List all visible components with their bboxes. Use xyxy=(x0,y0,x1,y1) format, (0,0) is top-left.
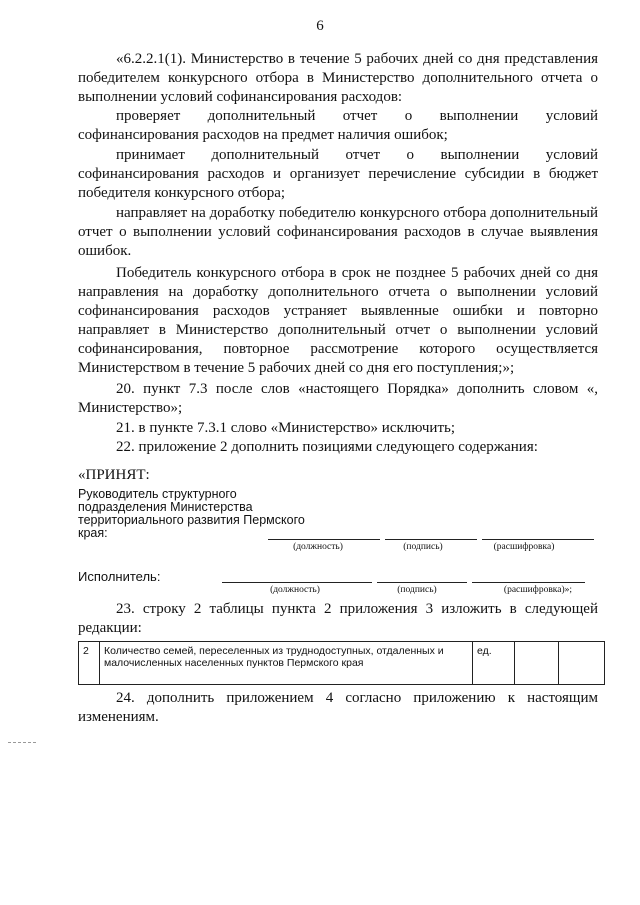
executor-label: Исполнитель: xyxy=(78,569,161,584)
executor-decoding-line xyxy=(472,582,585,583)
paragraph-item-22: 22. приложение 2 дополнить позициями следующего содержания: xyxy=(116,439,538,455)
table-cell-value-2 xyxy=(558,642,602,684)
approval-position-caption: (должность) xyxy=(293,542,343,552)
table-cell-number: 2 xyxy=(83,645,89,657)
approval-decoding-caption: (расшифровка) xyxy=(493,542,555,552)
approval-signature-caption: (подпись) xyxy=(403,542,443,552)
paragraph-sends-back: направляет на доработку победителю конкурсного отбора дополнительный отчет о выполнении условий софинансирования расходов в случае выявления ошибок. xyxy=(78,205,598,259)
indicator-table xyxy=(78,641,605,685)
table-cell-indicator: Количество семей, переселенных из труднодоступных, отдаленных и малочисленных населенных пунктов Пермского края xyxy=(99,642,472,684)
executor-signature-caption: (подпись) xyxy=(397,585,437,595)
approval-role: Руководитель структурного подразделения Министерства территориального развития Пермского края: xyxy=(78,487,305,540)
margin-mark xyxy=(8,742,36,743)
paragraph-checks: проверяет дополнительный отчет о выполнении условий софинансирования расходов на предмет наличия ошибок; xyxy=(78,108,598,143)
paragraph-item-24: 24. дополнить приложением 4 согласно приложению к настоящим изменениям. xyxy=(78,690,598,725)
executor-signature-line xyxy=(377,582,467,583)
approval-position-line xyxy=(268,539,380,540)
paragraph-accepts: принимает дополнительный отчет о выполнении условий софинансирования расходов и организует перечисление субсидии в бюджет победителя конкурсного отбора; xyxy=(78,147,598,201)
paragraph-item-21: 21. в пункте 7.3.1 слово «Министерство» исключить; xyxy=(116,420,456,436)
approval-decoding-line xyxy=(482,539,594,540)
paragraph-6-2-2-1: «6.2.2.1(1). Министерство в течение 5 рабочих дней со дня представления победителем конкурсного отбора в Министерство дополнительного отчета о выполнении условий софинансирования расходов: xyxy=(78,51,598,105)
page-number: 6 xyxy=(316,18,324,34)
paragraph-winner-deadline: Победитель конкурсного отбора в срок не позднее 5 рабочих дней со дня направления на доработку дополнительного отчета о выполнении условий софинансирования расходов устраняет выявленные ошибки и повторно направляет в Министерство дополнительный отчет о выполнении условий софинансирования, повторное рассмотрение которого осуществляется Министерством в течение 5 рабочих дней со дня его поступления;»; xyxy=(78,265,598,376)
executor-position-line xyxy=(222,582,372,583)
executor-decoding-caption: (расшифровка)»; xyxy=(503,585,573,595)
approval-signature-line xyxy=(385,539,477,540)
approval-heading: «ПРИНЯТ: xyxy=(78,467,150,483)
table-cell-unit: ед. xyxy=(472,642,514,684)
executor-position-caption: (должность) xyxy=(270,585,320,595)
table-cell-value-1 xyxy=(514,642,558,684)
paragraph-item-23: 23. строку 2 таблицы пункта 2 приложения 3 изложить в следующей редакции: xyxy=(78,601,598,636)
paragraph-item-20: 20. пункт 7.3 после слов «настоящего Порядка» дополнить словом «, Министерство»; xyxy=(78,381,598,416)
